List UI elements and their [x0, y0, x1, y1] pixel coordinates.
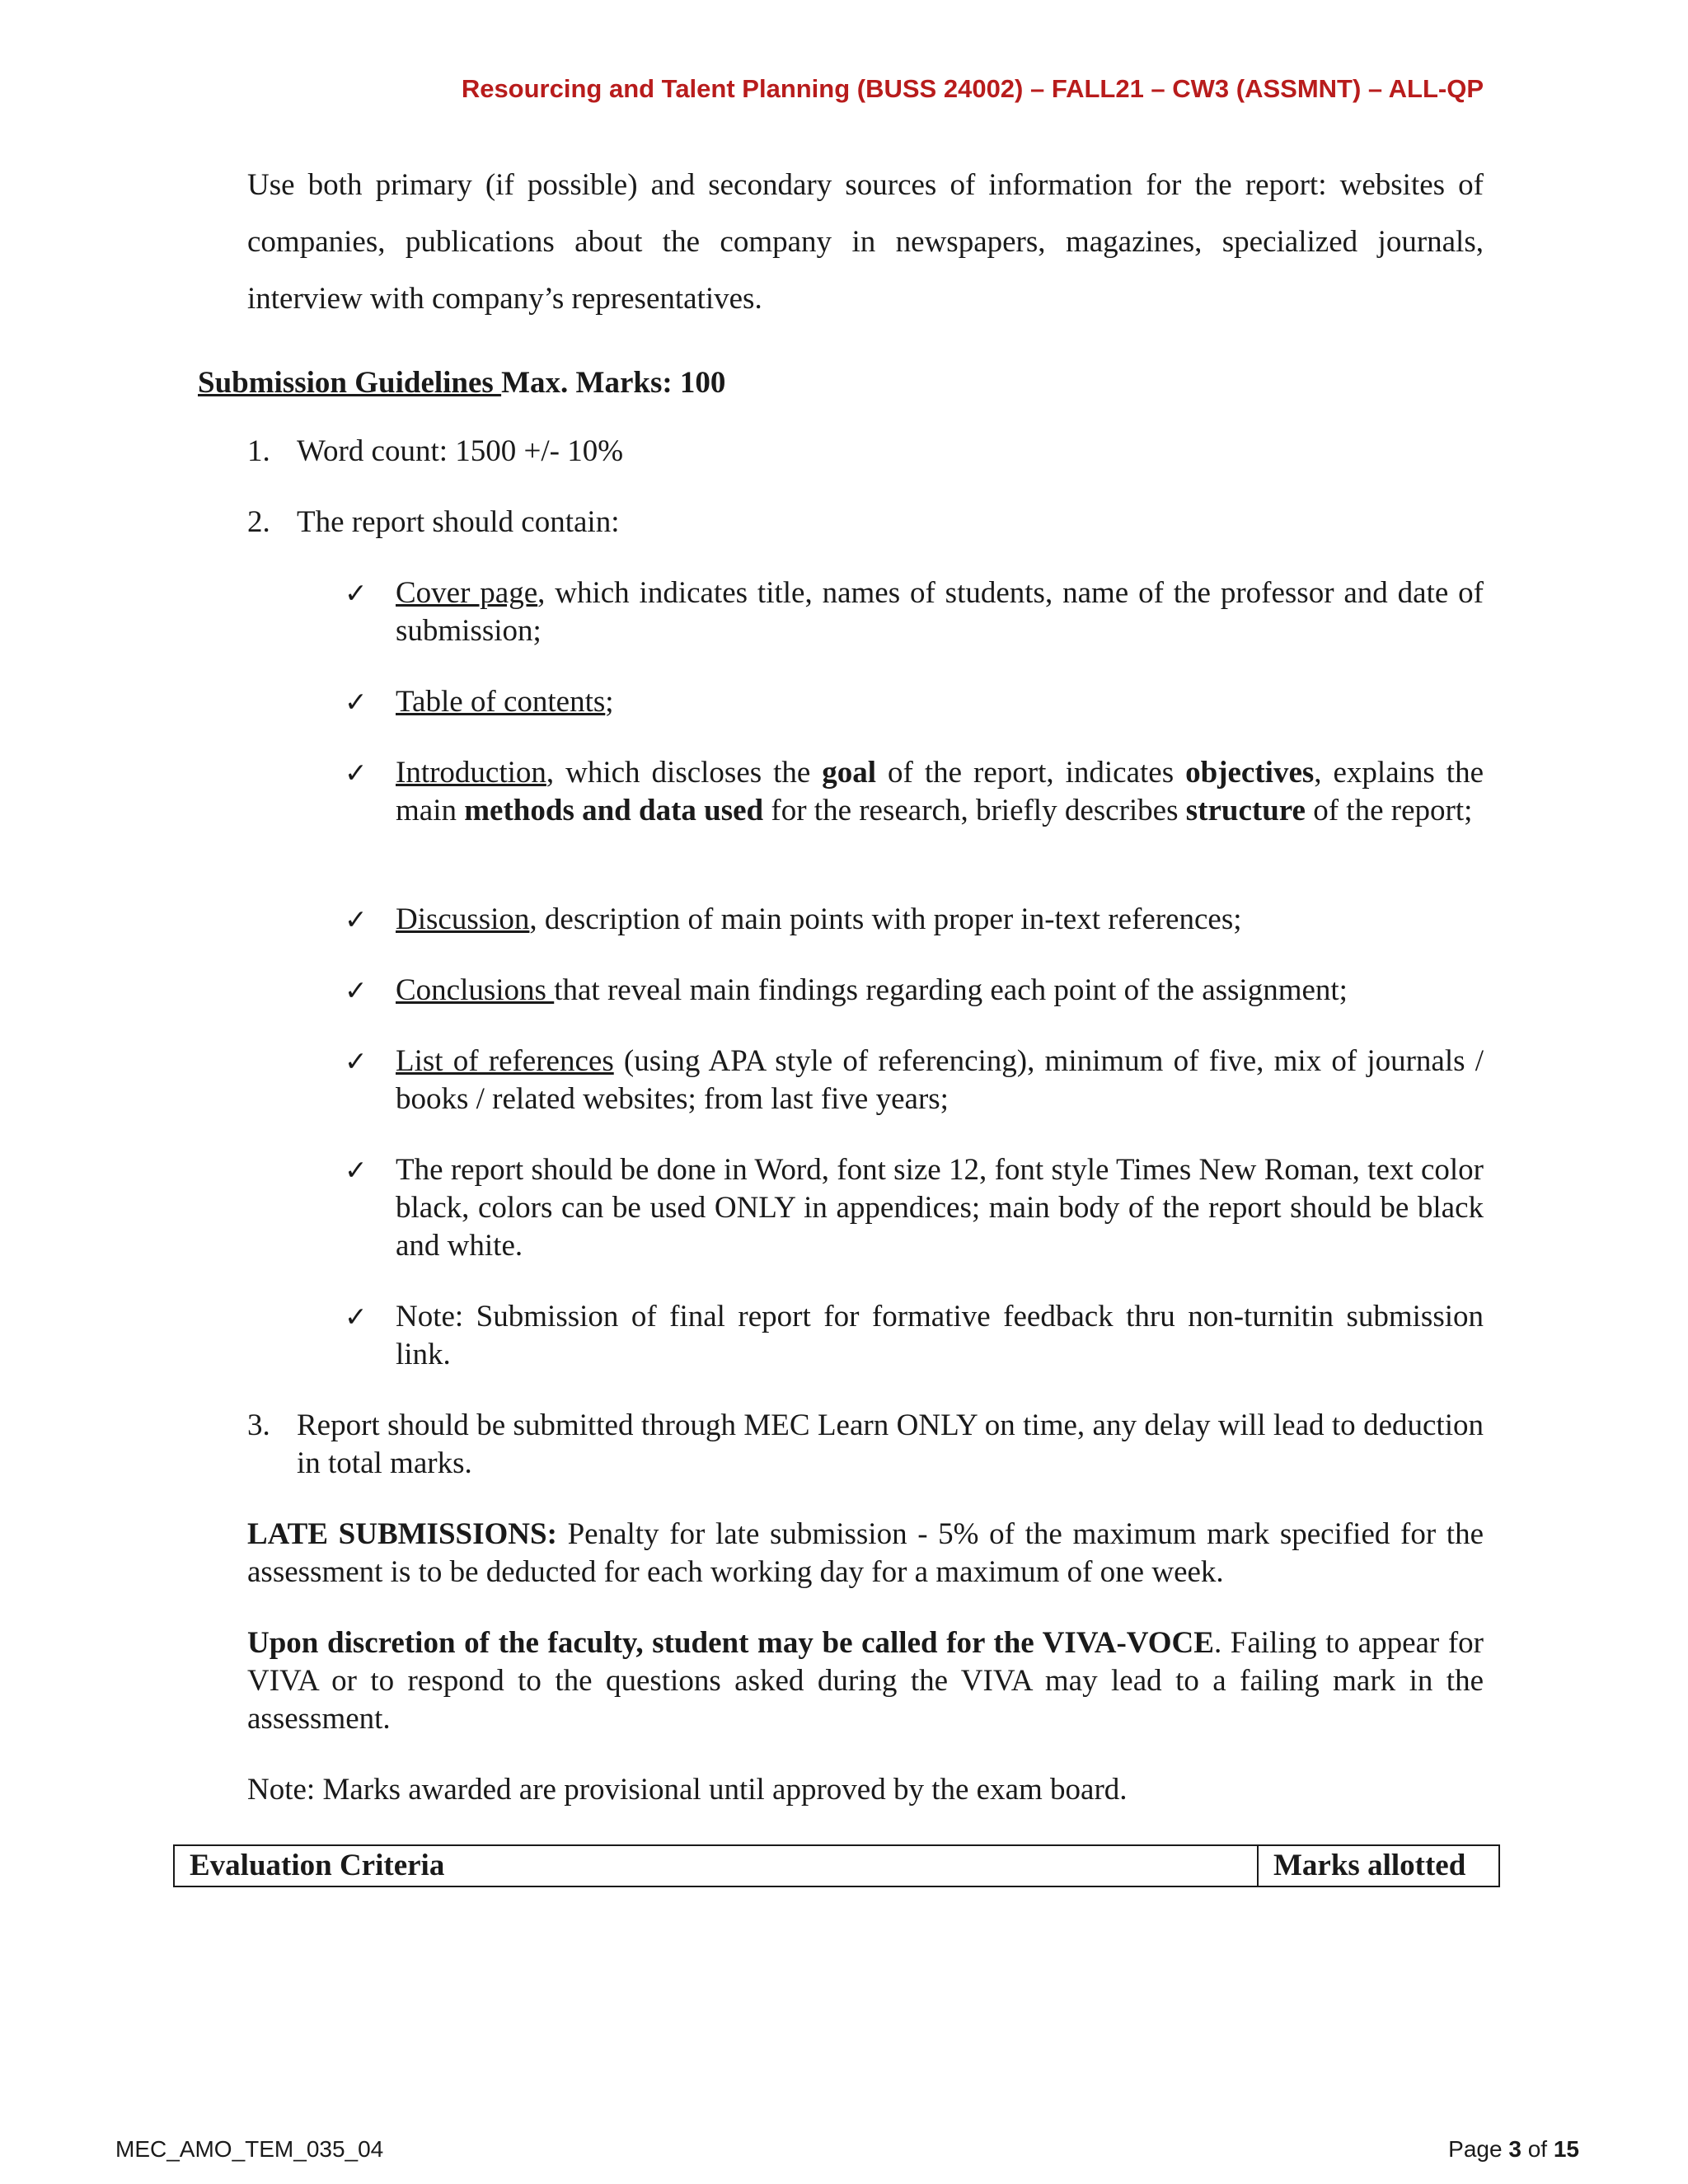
viva-bold-text: Upon discretion of the faculty, student may be called for the VIVA-VOCE: [247, 1626, 1214, 1660]
item-label: Discussion: [396, 902, 530, 936]
bold-term-methods: methods and data used: [464, 794, 764, 827]
guidelines-label: Submission Guidelines: [198, 366, 502, 400]
of-label: of: [1521, 2136, 1554, 2162]
item-label: Conclusions: [396, 973, 555, 1007]
total-pages: 15: [1553, 2136, 1579, 2162]
checkmark-icon: ✓: [345, 1045, 368, 1077]
checkmark-icon: ✓: [345, 577, 368, 609]
item-text: (using APA style of referencing), minimum of five, mix of journals / books / related websites; from last five years;: [396, 1044, 1484, 1116]
evaluation-criteria-table: [173, 1844, 1500, 1887]
item-text: Word count: 1500 +/- 10%: [297, 434, 624, 468]
footer-page-number: [1448, 2136, 1579, 2163]
item-text: of the report, indicates: [876, 756, 1186, 790]
item-text: that reveal main findings regarding each point of the assignment;: [554, 973, 1348, 1007]
checklist-item-cover-page: [345, 574, 1484, 650]
checklist-item-discussion: [345, 901, 1484, 939]
item-text: Report should be submitted through MEC Learn ONLY on time, any delay will lead to deduction in total marks.: [297, 1408, 1484, 1480]
numbered-item-3: [247, 1407, 1484, 1483]
intro-paragraph: Use both primary (if possible) and secondary sources of information for the report: websites of companies, publications about the company in newspapers, magazines, specialized journals, interview with company’s representatives.: [247, 168, 1484, 316]
item-text: for the research, briefly describes: [763, 794, 1186, 827]
submission-guidelines-heading: [198, 365, 725, 401]
item-text: , explains the main: [396, 756, 1484, 827]
item-text: , which indicates title, names of students, name of the professor and date of submission;: [396, 576, 1484, 648]
item-number: 3.: [247, 1408, 270, 1442]
table-header-marks: Marks allotted: [1273, 1849, 1466, 1882]
item-label: Table of contents: [396, 685, 606, 719]
late-submissions-paragraph: [247, 1516, 1484, 1591]
viva-paragraph: [247, 1624, 1484, 1738]
numbered-item-2: [247, 504, 1484, 541]
bold-term-goal: goal: [822, 756, 877, 790]
item-text: The report should contain:: [297, 505, 620, 539]
late-submissions-text: Penalty for late submission - 5% of the maximum mark specified for the assessment is to be deducted for each working day for a maximum of one week.: [247, 1517, 1484, 1589]
item-label: Cover page: [396, 576, 538, 610]
item-text: , description of main points with proper in-text references;: [529, 902, 1242, 936]
item-label: List of references: [396, 1044, 614, 1078]
item-text: Note: Submission of final report for formative feedback thru non-turnitin submission link.: [396, 1300, 1484, 1371]
checklist-item-formatting: [345, 1151, 1484, 1265]
footer-document-code: MEC_AMO_TEM_035_04: [115, 2136, 384, 2162]
item-number: 1.: [247, 434, 270, 468]
item-text: ;: [605, 685, 614, 719]
checklist-item-note: [345, 1298, 1484, 1374]
marks-note: Note: Marks awarded are provisional until approved by the exam board.: [247, 1773, 1128, 1807]
checklist-item-conclusions: [345, 972, 1484, 1010]
checkmark-icon: ✓: [345, 903, 368, 935]
item-number: 2.: [247, 505, 270, 539]
document-header-title: Resourcing and Talent Planning (BUSS 24002) – FALL21 – CW3 (ASSMNT) – ALL-QP: [461, 74, 1484, 103]
page-label: Page: [1448, 2136, 1509, 2162]
checkmark-icon: ✓: [345, 686, 368, 718]
item-text: , which discloses the: [546, 756, 823, 790]
viva-text: . Failing to appear for VIVA or to respond to the questions asked during the VIVA may lead to a failing mark in the assessment.: [247, 1626, 1484, 1736]
bold-term-structure: structure: [1185, 794, 1306, 827]
checklist-item-references: [345, 1043, 1484, 1118]
item-text: The report should be done in Word, font size 12, font style Times New Roman, text color black, colors can be used ONLY in appendices; main body of the report should be black and white.: [396, 1153, 1484, 1263]
checklist-item-table-of-contents: [345, 683, 1484, 721]
numbered-item-1: [247, 433, 1484, 471]
item-label: Introduction: [396, 756, 546, 790]
checklist-item-introduction: [345, 754, 1484, 830]
current-page: 3: [1508, 2136, 1522, 2162]
checkmark-icon: ✓: [345, 1301, 368, 1333]
max-marks: Max. Marks: 100: [501, 366, 726, 400]
item-text: of the report;: [1305, 794, 1473, 827]
bold-term-objectives: objectives: [1185, 756, 1315, 790]
checkmark-icon: ✓: [345, 757, 368, 789]
table-header-criteria: Evaluation Criteria: [175, 1846, 1259, 1886]
checkmark-icon: ✓: [345, 974, 368, 1006]
checkmark-icon: ✓: [345, 1154, 368, 1186]
late-submissions-label: LATE SUBMISSIONS:: [247, 1517, 557, 1551]
